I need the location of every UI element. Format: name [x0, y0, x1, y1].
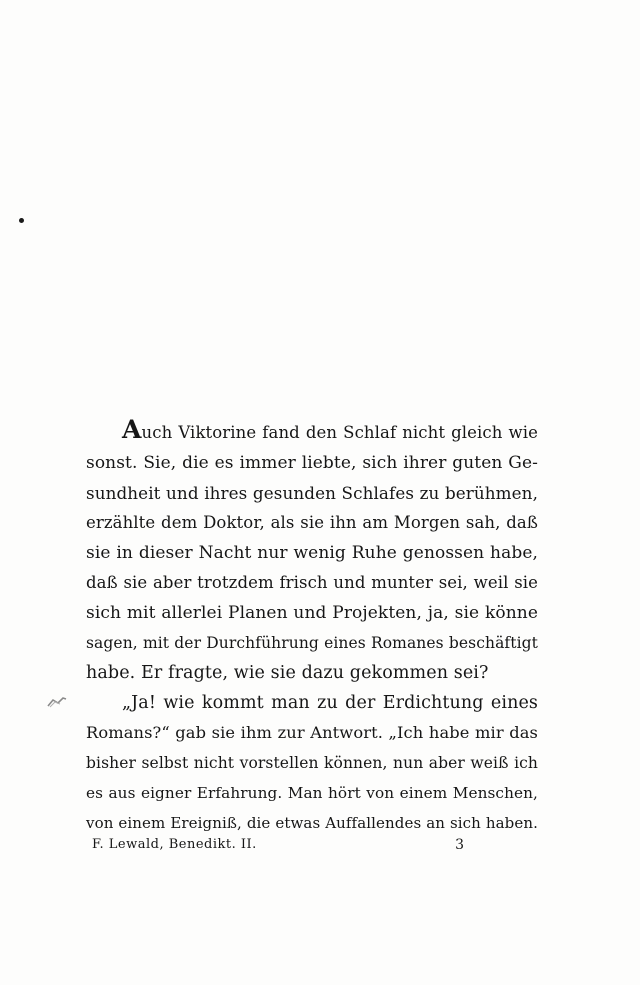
text-line: bisher selbst nicht vorstellen können, nun aber weiß ich — [86, 754, 538, 772]
text-line: sundheit und ihres gesunden Schlafes zu berühmen, — [86, 483, 538, 503]
sheet-number: 3 — [455, 837, 464, 853]
drop-cap: A — [122, 415, 142, 444]
body-text — [86, 415, 538, 838]
text-line: habe. Er fragte, wie sie dazu gekommen sei? — [86, 663, 489, 683]
text-line: erzählte dem Doktor, als sie ihn am Morgen sah, daß — [86, 513, 538, 532]
text-line: sich mit allerlei Planen und Projekten, ja, sie könne — [86, 603, 538, 623]
text-line: sagen, mit der Durchführung eines Romanes beschäftigt — [86, 634, 538, 652]
text-line: es aus eigner Erfahrung. Man hört von einem Menschen, — [86, 784, 538, 802]
smudge-mark-icon — [47, 696, 67, 708]
text-line: „Ja! wie kommt man zu der Erdichtung eines — [122, 693, 538, 713]
ink-dot-mark — [19, 218, 24, 223]
text-line: sie in dieser Nacht nur wenig Ruhe genossen habe, — [86, 543, 538, 563]
text-line — [86, 415, 538, 448]
text-line: von einem Ereigniß, die etwas Auffallendes an sich haben. — [86, 814, 538, 832]
footer-signature: F. Lewald, Benedikt. II. — [92, 837, 257, 852]
page-footer — [92, 834, 464, 856]
text-line: Romans?“ gab sie ihm zur Antwort. „Ich habe mir das — [86, 723, 538, 742]
text-line: sonst. Sie, die es immer liebte, sich ihrer guten Ge- — [86, 453, 538, 473]
text-line: daß sie aber trotzdem frisch und munter sei, weil sie — [86, 573, 538, 592]
line-text: uch Viktorine fand den Schlaf nicht gleich wie — [141, 423, 538, 442]
